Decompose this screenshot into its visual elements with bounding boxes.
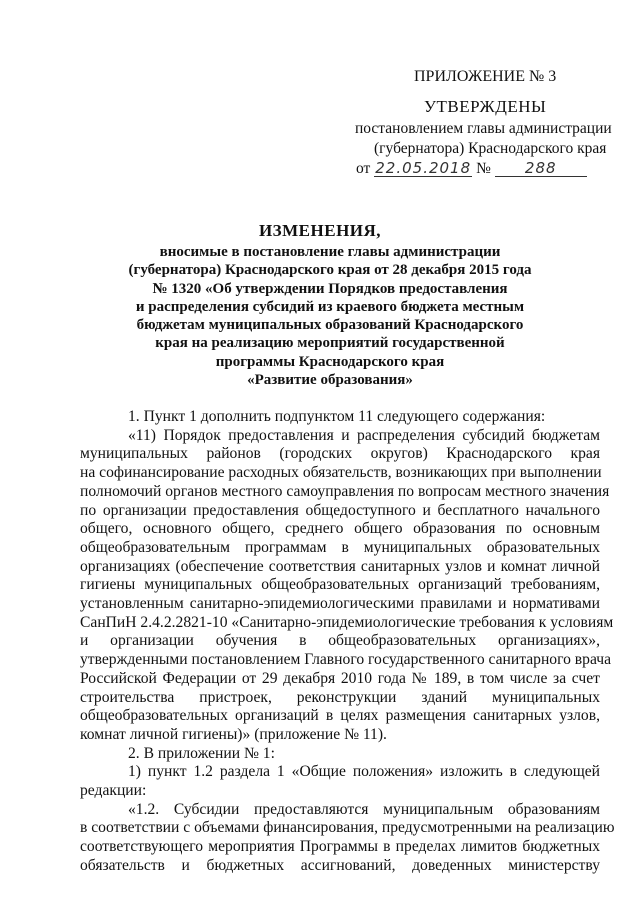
- body-line: «11) Порядок предоставления и распределения субсидий бюджетам: [128, 426, 600, 444]
- document-body: [80, 408, 615, 876]
- subtitle-line: и распределения субсидий из краевого бюджета местным: [135, 298, 525, 315]
- body-line: комнат личной гигиены)» (приложение № 11).: [80, 725, 387, 743]
- body-line: полномочий органов местного самоуправления по вопросам местного значения: [80, 482, 610, 500]
- document-subtitle: [120, 243, 540, 389]
- body-line: соответствующего мероприятия Программы в пределах лимитов бюджетных: [80, 838, 600, 856]
- approved-by-line-1: постановлением главы администрации: [355, 120, 612, 137]
- subtitle-line: (губернатора) Краснодарского края от 28 декабря 2015 года: [128, 262, 532, 279]
- subtitle-line: № 1320 «Об утверждении Порядков предоставления: [152, 280, 508, 297]
- body-line: утвержденными постановлением Главного государственного санитарного врача: [80, 651, 612, 669]
- approved-by-line-2: (губернатора) Краснодарского края: [374, 140, 607, 157]
- body-line: редакции:: [80, 782, 147, 800]
- subtitle-line: края на реализацию мероприятий государственной: [155, 335, 505, 352]
- body-line: на софинансирование расходных обязательств, возникающих при выполнении: [80, 464, 602, 482]
- body-line: по организации предоставления общедоступного и бесплатного начального: [80, 501, 600, 519]
- approval-date: 22.05.2018: [375, 159, 472, 177]
- body-line: общего, основного общего, среднего общего образования по основным: [80, 520, 600, 538]
- body-line: общеобразовательных организаций в целях размещения санитарных узлов,: [80, 707, 600, 725]
- body-line: общеобразовательным программам в муниципальных образовательных: [80, 538, 600, 556]
- approval-number: 288: [495, 160, 587, 177]
- body-line: гигиены муниципальных общеобразовательных организаций требованиям,: [80, 576, 600, 594]
- subtitle-line: «Развитие образования»: [247, 372, 413, 389]
- subtitle-line: программы Краснодарского края: [215, 353, 445, 370]
- body-line: 1) пункт 1.2 раздела 1 «Общие положения» изложить в следующей: [128, 763, 600, 781]
- document-title: ИЗМЕНЕНИЯ,: [258, 221, 382, 240]
- appendix-label: ПРИЛОЖЕНИЕ № 3: [414, 68, 557, 85]
- date-prefix: от: [356, 160, 371, 177]
- body-line: организациях (обеспечение соответствия санитарных узлов и комнат личной: [80, 557, 600, 575]
- number-prefix: №: [476, 160, 491, 177]
- approval-date-line: [356, 160, 587, 178]
- body-line: установленным санитарно-эпидемиологическими правилами и нормативами: [80, 595, 600, 613]
- subtitle-line: бюджетам муниципальных образований Краснодарского: [136, 317, 524, 334]
- body-line: Российской Федерации от 29 декабря 2010 года № 189, в том числе за счет: [80, 669, 600, 687]
- body-line: 1. Пункт 1 дополнить подпунктом 11 следующего содержания:: [128, 408, 546, 425]
- body-line: 2. В приложении № 1:: [128, 744, 275, 762]
- body-line: в соответствии с объемами финансирования, предусмотренными на реализацию: [80, 819, 615, 837]
- body-line: и организации обучения в общеобразовательных организациях»,: [80, 632, 600, 650]
- body-line: строительства пристроек, реконструкции зданий муниципальных: [80, 688, 600, 706]
- subtitle-line: вносимые в постановление главы администрации: [159, 244, 501, 260]
- body-line: муниципальных районов (городских округов) Краснодарского края: [80, 445, 600, 463]
- body-line: СанПиН 2.4.2.2821-10 «Санитарно-эпидемиологические требования к условиям: [80, 613, 614, 631]
- body-line: обязательств и бюджетных ассигнований, доведенных министерству: [80, 856, 600, 874]
- approved-heading: УТВЕРЖДЕНЫ: [424, 97, 547, 116]
- body-line: «1.2. Субсидии предоставляются муниципальным образованиям: [128, 800, 600, 818]
